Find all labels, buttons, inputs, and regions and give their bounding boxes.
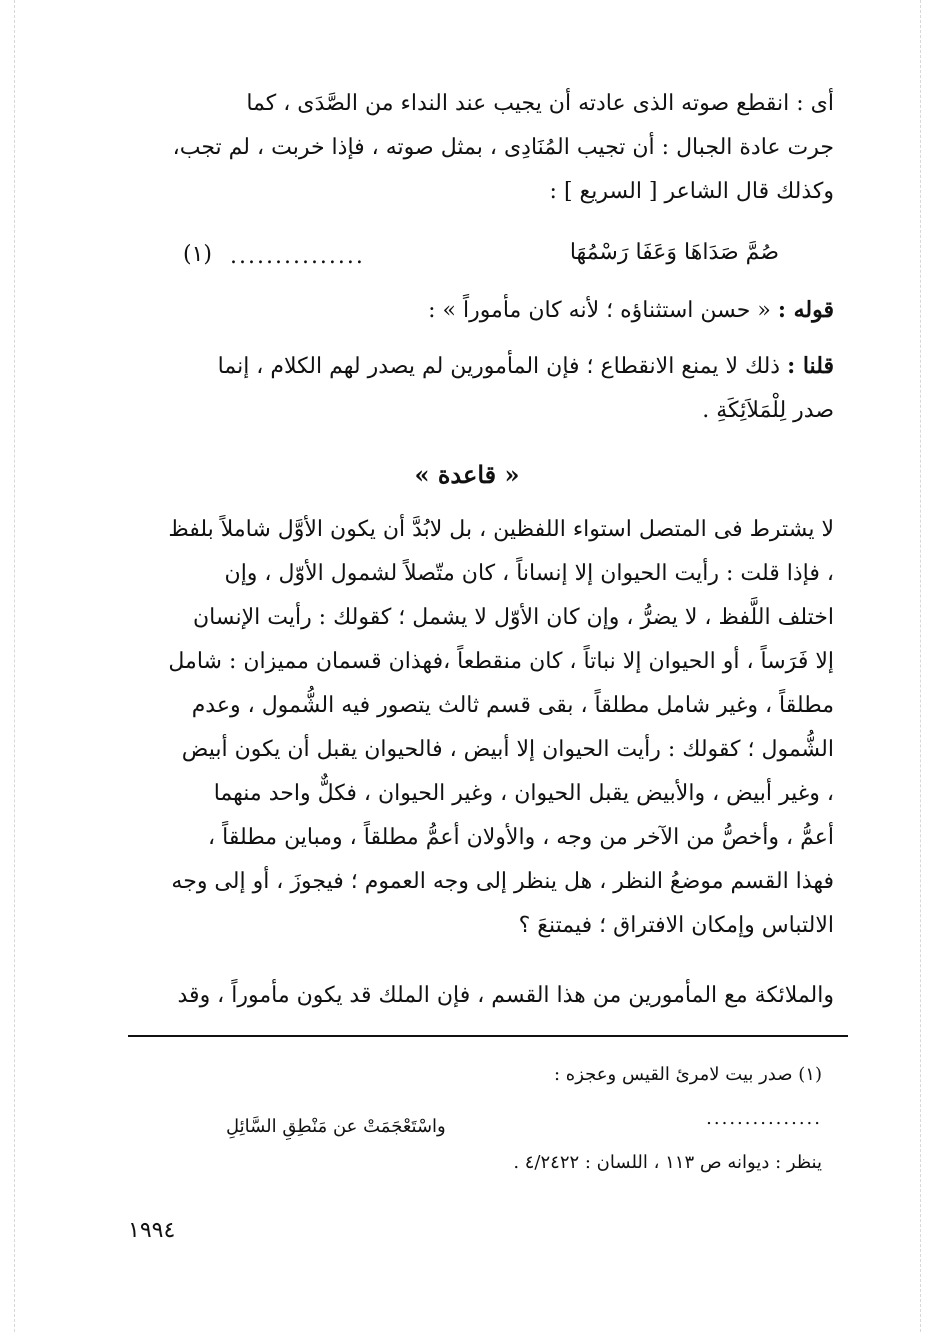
scan-margin-right	[920, 0, 921, 1332]
text-line: جرت عادة الجبال : أن تجيب المُنَادِى ، بمثل صوته ، فإذا خربت ، لم تجب،	[172, 135, 834, 160]
paragraph-1	[125, 82, 834, 214]
verse-text: صُمَّ صَدَاهَا وَعَفَا رَسْمُهَا	[569, 240, 779, 265]
text-line: ، فإذا قلت : رأيت الحيوان إلا إنساناً ، كان متّصلاً لشمول الأوّل ، وإن	[224, 561, 834, 586]
verse-dots: ...............	[230, 244, 365, 269]
paragraph-3	[125, 974, 834, 1018]
qulna-paragraph	[125, 344, 834, 433]
text-line: الشُّمول ؛ كقولك : رأيت الحيوان إلا أبيض ، فالحيوان يقبل أن يكون أبيض	[181, 737, 834, 762]
paragraph-2	[125, 508, 834, 948]
text-line: فهذا القسم موضعُ النظر ، هل ينظر إلى وجه العموم ؛ فيجوزَ ، أو إلى وجه	[171, 869, 834, 894]
footnote-separator	[128, 1035, 848, 1037]
qawluhu-text: « حسن استثناؤه ؛ لأنه كان مأموراً » :	[428, 298, 771, 323]
text-line: أى : انقطع صوته الذى عادته أن يجيب عند النداء من الصَّدَى ، كما	[246, 91, 834, 116]
text-line: اختلف اللَّفظ ، لا يضرُّ ، وإن كان الأوّل لا يشمل ؛ كقولك : رأيت الإنسان	[192, 605, 834, 630]
scan-margin-left	[14, 0, 15, 1332]
text-line: ، وغير أبيض ، والأبيض يقبل الحيوان ، وغير الحيوان ، فكلٌّ واحد منهما	[213, 781, 834, 806]
verse-footnote-ref: (١)	[183, 242, 213, 267]
qulna-label: قلنا :	[787, 353, 834, 379]
text-line: لا يشترط فى المتصل استواء اللفظين ، بل لابُدَّ أن يكون الأوَّل شاملاً بلفظ	[168, 517, 834, 542]
page-number: ١٩٩٤	[128, 1218, 176, 1243]
footnote-line-1: (١) صدر بيت لامرئ القيس وعجزه :	[554, 1064, 822, 1085]
text-line: وكذلك قال الشاعر [ السريع ] :	[549, 179, 834, 204]
qawluhu-line	[125, 288, 834, 333]
text-line: أعمُّ ، وأخصُّ من الآخر من وجه ، والأولان أعمُّ مطلقاً ، ومباين مطلقاً ،	[208, 825, 834, 850]
text-line: إلا فَرَساً ، أو الحيوان إلا نباتاً ، كان منقطعاً ،فهذان قسمان مميزان : شامل	[168, 649, 834, 674]
text-line: والملائكة مع المأمورين من هذا القسم ، فإن الملك قد يكون مأموراً ، وقد	[177, 983, 834, 1008]
section-heading: « قاعدة »	[414, 460, 520, 489]
text-line: صدر لِلْمَلاَئِكَةِ .	[702, 398, 834, 423]
text-line: الالتباس وإمكان الافتراق ؛ فيمتنعَ ؟	[518, 913, 834, 938]
qawluhu-label: قوله :	[777, 297, 834, 323]
footnote-line-3: ينظر : ديوانه ص ١١٣ ، اللسان : ٤/٢٤٢٢ .	[513, 1152, 822, 1173]
footnote-verse: واسْتَعْجَمَتْ عن مَنْطِقِ السَّائِلِ	[226, 1116, 446, 1137]
footnote-dots: ...............	[706, 1108, 822, 1129]
text-line: ذلك لا يمنع الانقطاع ؛ فإن المأمورين لم يصدر لهم الكلام ، إنما	[217, 354, 781, 379]
text-line: مطلقاً ، وغير شامل مطلقاً ، بقى قسم ثالث يتصور فيه الشُّمول ، وعدم	[191, 693, 834, 718]
